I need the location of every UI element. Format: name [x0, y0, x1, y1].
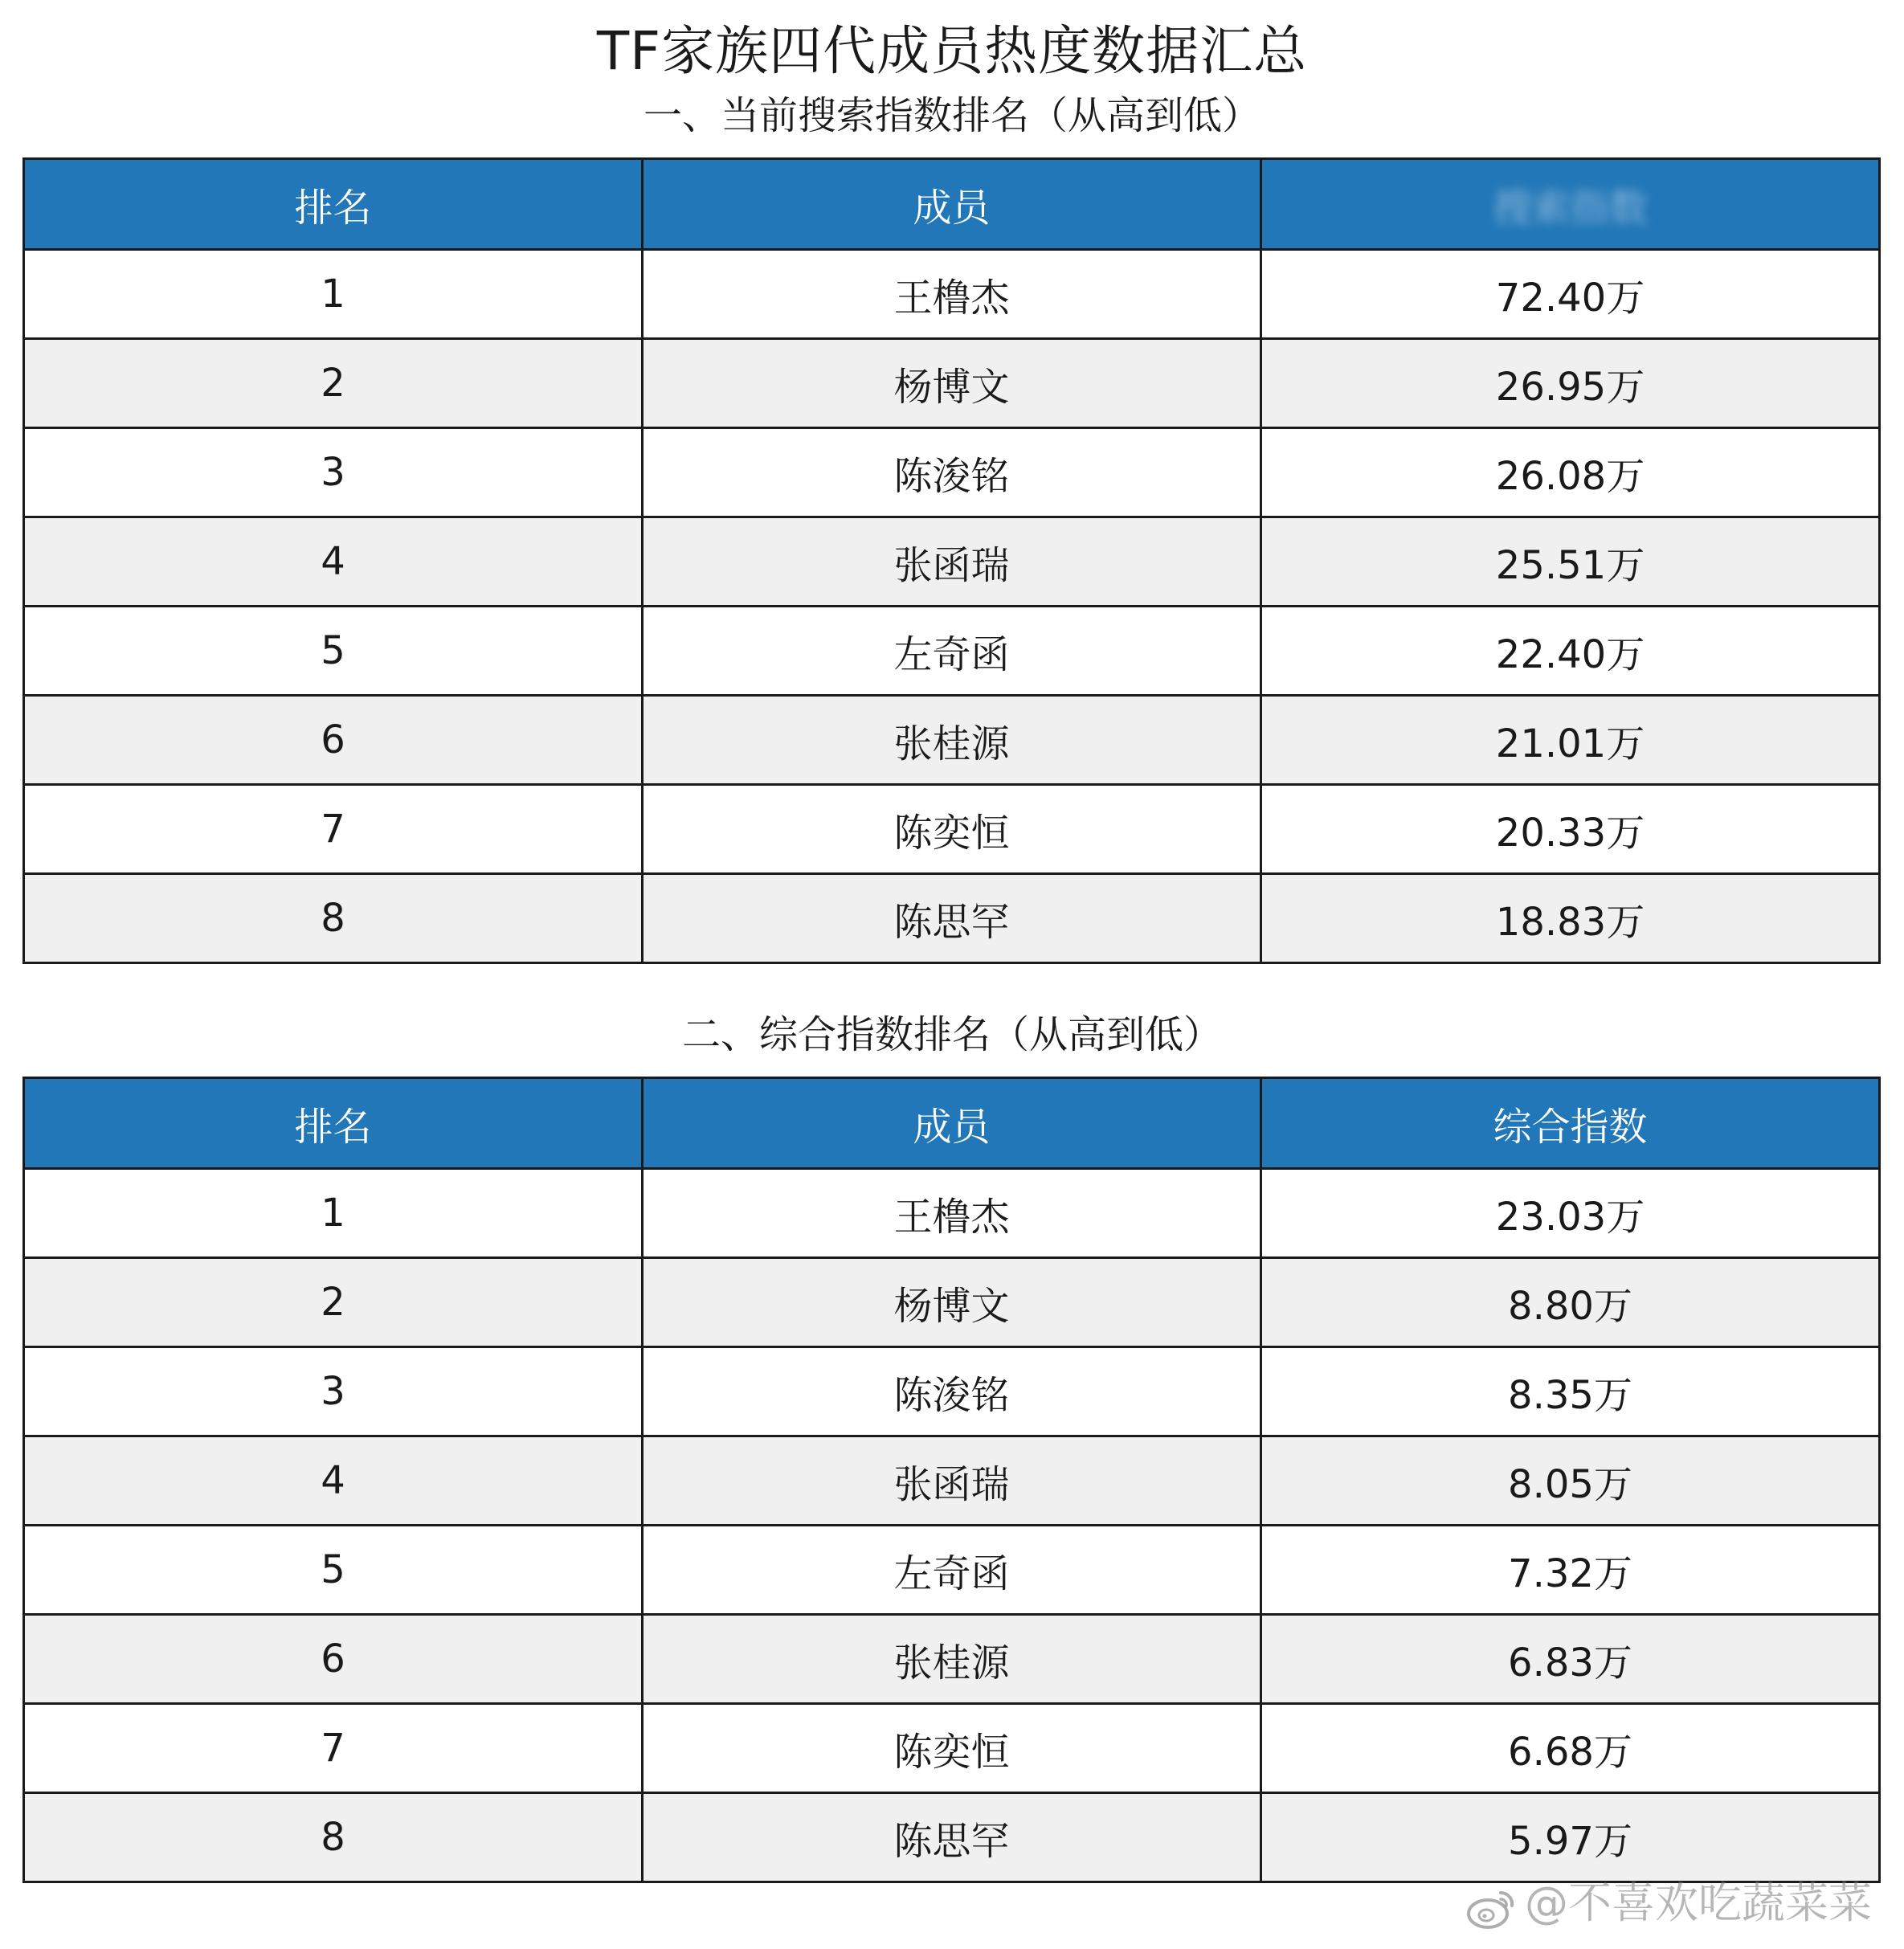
table-row	[24, 1436, 1880, 1526]
rank-cell: 1	[24, 1169, 643, 1258]
member-cell: 陈奕恒	[643, 785, 1261, 874]
value-cell: 8.05万	[1261, 1436, 1880, 1526]
page-title: TF家族四代成员热度数据汇总	[596, 20, 1308, 82]
rank-cell: 1	[24, 250, 643, 339]
header-rank: 排名	[24, 1078, 643, 1169]
value-cell: 7.32万	[1261, 1526, 1880, 1615]
rank-cell: 6	[24, 1615, 643, 1704]
composite-index-table	[22, 1077, 1881, 1883]
table-row	[24, 874, 1880, 963]
header-member: 成员	[643, 1078, 1261, 1169]
member-cell: 张桂源	[643, 1615, 1261, 1704]
rank-cell: 5	[24, 607, 643, 696]
value-cell: 6.68万	[1261, 1704, 1880, 1793]
weibo-icon	[1465, 1882, 1517, 1925]
value-cell: 22.40万	[1261, 607, 1880, 696]
rank-cell: 6	[24, 696, 643, 785]
rank-cell: 8	[24, 1793, 643, 1882]
member-cell: 杨博文	[643, 1258, 1261, 1347]
table-row	[24, 1615, 1880, 1704]
value-cell: 5.97万	[1261, 1793, 1880, 1882]
header-search-index	[1261, 159, 1880, 250]
section2-title: 二、综合指数排名（从高到低）	[681, 1012, 1222, 1057]
table-row	[24, 1793, 1880, 1882]
table-row	[24, 517, 1880, 607]
value-cell: 72.40万	[1261, 250, 1880, 339]
member-cell: 张函瑞	[643, 1436, 1261, 1526]
value-cell: 23.03万	[1261, 1169, 1880, 1258]
value-cell: 18.83万	[1261, 874, 1880, 963]
watermark-text: @不喜欢吃蔬菜菜	[1525, 1877, 1872, 1928]
table-row	[24, 339, 1880, 428]
rank-cell: 2	[24, 339, 643, 428]
header-composite-index: 综合指数	[1261, 1078, 1880, 1169]
value-cell: 6.83万	[1261, 1615, 1880, 1704]
value-cell: 21.01万	[1261, 696, 1880, 785]
table-row	[24, 1169, 1880, 1258]
value-cell: 8.80万	[1261, 1258, 1880, 1347]
table-row	[24, 1526, 1880, 1615]
table-row	[24, 1704, 1880, 1793]
table-row	[24, 1347, 1880, 1436]
rank-cell: 7	[24, 1704, 643, 1793]
watermark	[1465, 1869, 1872, 1937]
rank-cell: 7	[24, 785, 643, 874]
rank-cell: 3	[24, 428, 643, 517]
table-row	[24, 428, 1880, 517]
member-cell: 陈浚铭	[643, 1347, 1261, 1436]
member-cell: 陈思罕	[643, 874, 1261, 963]
table-row	[24, 250, 1880, 339]
member-cell: 左奇函	[643, 1526, 1261, 1615]
member-cell: 杨博文	[643, 339, 1261, 428]
value-cell: 26.95万	[1261, 339, 1880, 428]
member-cell: 左奇函	[643, 607, 1261, 696]
table-row	[24, 696, 1880, 785]
member-cell: 王橹杰	[643, 1169, 1261, 1258]
member-cell: 陈思罕	[643, 1793, 1261, 1882]
table-header-row	[24, 159, 1880, 250]
value-cell: 25.51万	[1261, 517, 1880, 607]
member-cell: 陈浚铭	[643, 428, 1261, 517]
value-cell: 8.35万	[1261, 1347, 1880, 1436]
rank-cell: 8	[24, 874, 643, 963]
table-row	[24, 785, 1880, 874]
value-cell: 20.33万	[1261, 785, 1880, 874]
table-header-row	[24, 1078, 1880, 1169]
header-search-index-label: 搜索指数	[1493, 185, 1648, 231]
member-cell: 张桂源	[643, 696, 1261, 785]
rank-cell: 2	[24, 1258, 643, 1347]
table-row	[24, 607, 1880, 696]
rank-cell: 5	[24, 1526, 643, 1615]
member-cell: 王橹杰	[643, 250, 1261, 339]
rank-cell: 3	[24, 1347, 643, 1436]
rank-cell: 4	[24, 517, 643, 607]
search-index-table	[22, 157, 1881, 964]
member-cell: 陈奕恒	[643, 1704, 1261, 1793]
header-rank: 排名	[24, 159, 643, 250]
section1-title: 一、当前搜索指数排名（从高到低）	[643, 93, 1260, 138]
header-member: 成员	[643, 159, 1261, 250]
value-cell: 26.08万	[1261, 428, 1880, 517]
rank-cell: 4	[24, 1436, 643, 1526]
member-cell: 张函瑞	[643, 517, 1261, 607]
table-row	[24, 1258, 1880, 1347]
